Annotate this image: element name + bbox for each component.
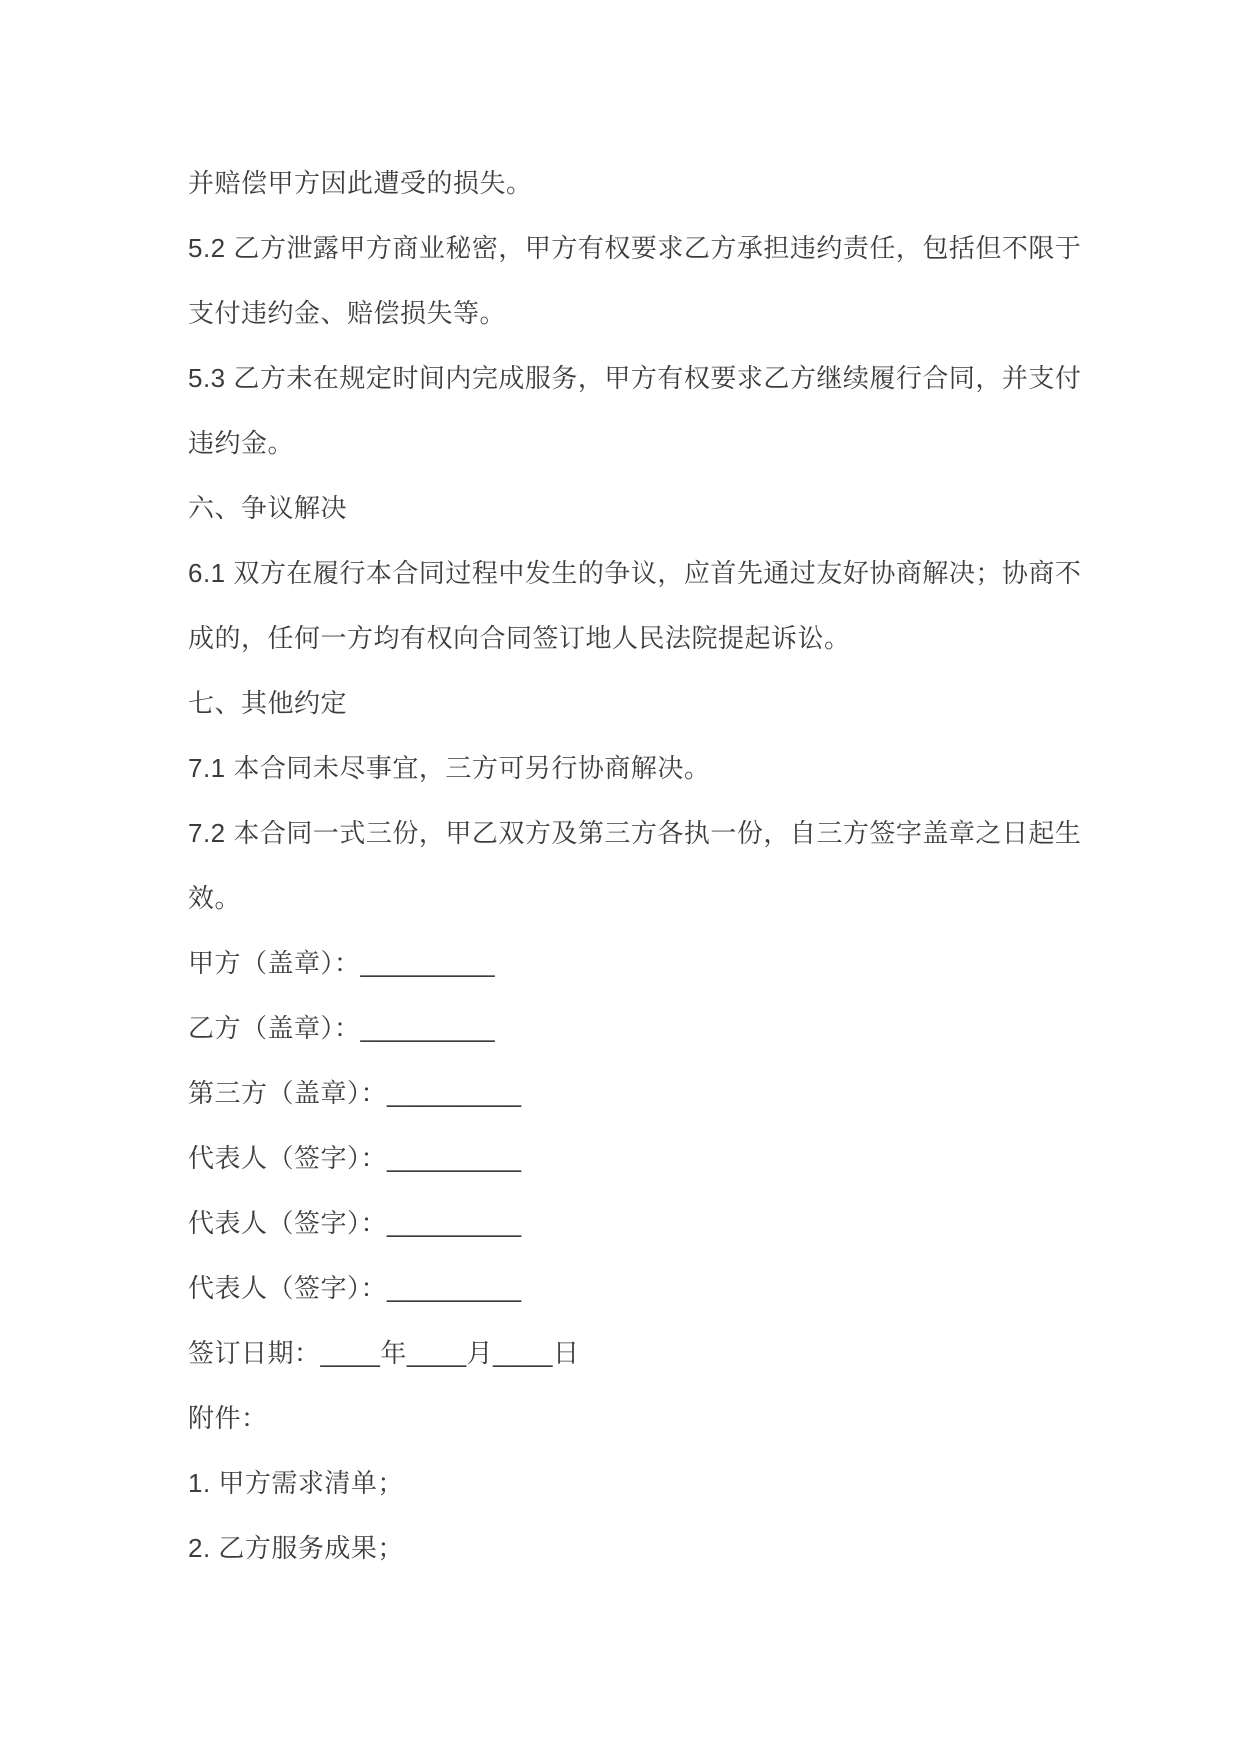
clause-6-1-continuation: 成的，任何一方均有权向合同签订地人民法院提起诉讼。 <box>188 623 851 653</box>
third-party-seal-line: 第三方（盖章）：_________ <box>188 1078 522 1108</box>
attachment-item-1: 1. 甲方需求清单； <box>188 1468 404 1498</box>
clause-5-3: 5.3 乙方未在规定时间内完成服务，甲方有权要求乙方继续履行合同，并支付 <box>188 363 1082 393</box>
attachment-item-2: 2. 乙方服务成果； <box>188 1533 404 1563</box>
representative-signature-line-3: 代表人（签字）：_________ <box>188 1273 522 1303</box>
clause-5-2: 5.2 乙方泄露甲方商业秘密，甲方有权要求乙方承担违约责任，包括但不限于 <box>188 233 1082 263</box>
attachments-label: 附件： <box>188 1403 268 1433</box>
party-b-seal-line: 乙方（盖章）：_________ <box>188 1013 496 1043</box>
representative-signature-line-2: 代表人（签字）：_________ <box>188 1208 522 1238</box>
clause-5-2-continuation: 支付违约金、赔偿损失等。 <box>188 298 507 328</box>
section-7-heading: 七、其他约定 <box>188 688 348 718</box>
representative-signature-line-1: 代表人（签字）：_________ <box>188 1143 522 1173</box>
clause-7-1: 7.1 本合同未尽事宜，三方可另行协商解决。 <box>188 753 711 783</box>
clause-6-1: 6.1 双方在履行本合同过程中发生的争议，应首先通过友好协商解决；协商不 <box>188 558 1082 588</box>
clause-5-1-continuation: 并赔偿甲方因此遭受的损失。 <box>188 168 533 198</box>
clause-7-2: 7.2 本合同一式三份，甲乙双方及第三方各执一份，自三方签字盖章之日起生 <box>188 818 1082 848</box>
clause-7-2-continuation: 效。 <box>188 883 242 913</box>
signing-date-line: 签订日期：____年____月____日 <box>188 1338 580 1368</box>
clause-5-3-continuation: 违约金。 <box>188 428 295 458</box>
party-a-seal-line: 甲方（盖章）：_________ <box>188 948 496 978</box>
section-6-heading: 六、争议解决 <box>188 493 348 523</box>
